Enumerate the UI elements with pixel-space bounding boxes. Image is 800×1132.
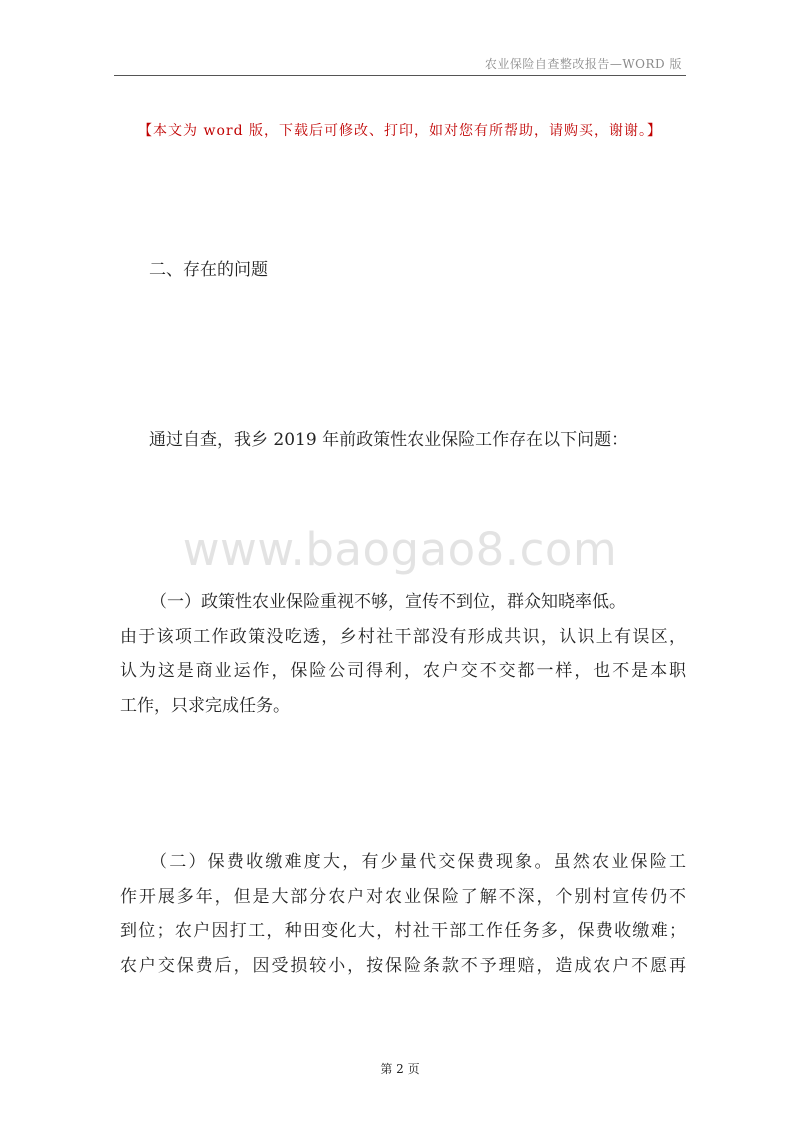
- intro-paragraph: 通过自查，我乡 2019 年前政策性农业保险工作存在以下问题：: [149, 430, 629, 450]
- paragraph-line: 由于该项工作政策没吃透，乡村社干部没有形成共识，认识上有误区，: [120, 626, 686, 647]
- paragraph-line: （一）政策性农业保险重视不够，宣传不到位，群众知晓率低。: [150, 592, 626, 612]
- section-heading: 二、存在的问题: [149, 260, 268, 280]
- paragraph-1: [120, 585, 686, 723]
- watermark: www.baogao8.com: [182, 523, 618, 576]
- page-number: 第 2 页: [380, 1062, 420, 1076]
- header-title: 农业保险自查整改报告—WORD 版: [484, 57, 682, 71]
- purchase-notice: 【本文为 word 版，下载后可修改、打印，如对您有所帮助，请购买，谢谢。】: [138, 123, 662, 139]
- paragraph-2: [120, 845, 686, 983]
- header-divider: [114, 75, 686, 76]
- paragraph-line: 工作，只求完成任务。: [120, 695, 290, 716]
- paragraph-line: 作开展多年，但是大部分农户对农业保险了解不深，个别村宣传仍不: [120, 886, 686, 907]
- paragraph-line: 认为这是商业运作，保险公司得利，农户交不交都一样，也不是本职: [120, 661, 686, 681]
- paragraph-line: 到位；农户因打工，种田变化大，村社干部工作任务多，保费收缴难；: [120, 921, 686, 941]
- paragraph-line: （二）保费收缴难度大，有少量代交保费现象。虽然农业保险工: [150, 852, 686, 872]
- paragraph-line: 农户交保费后，因受损较小，按保险条款不予理赔，造成农户不愿再: [120, 955, 686, 976]
